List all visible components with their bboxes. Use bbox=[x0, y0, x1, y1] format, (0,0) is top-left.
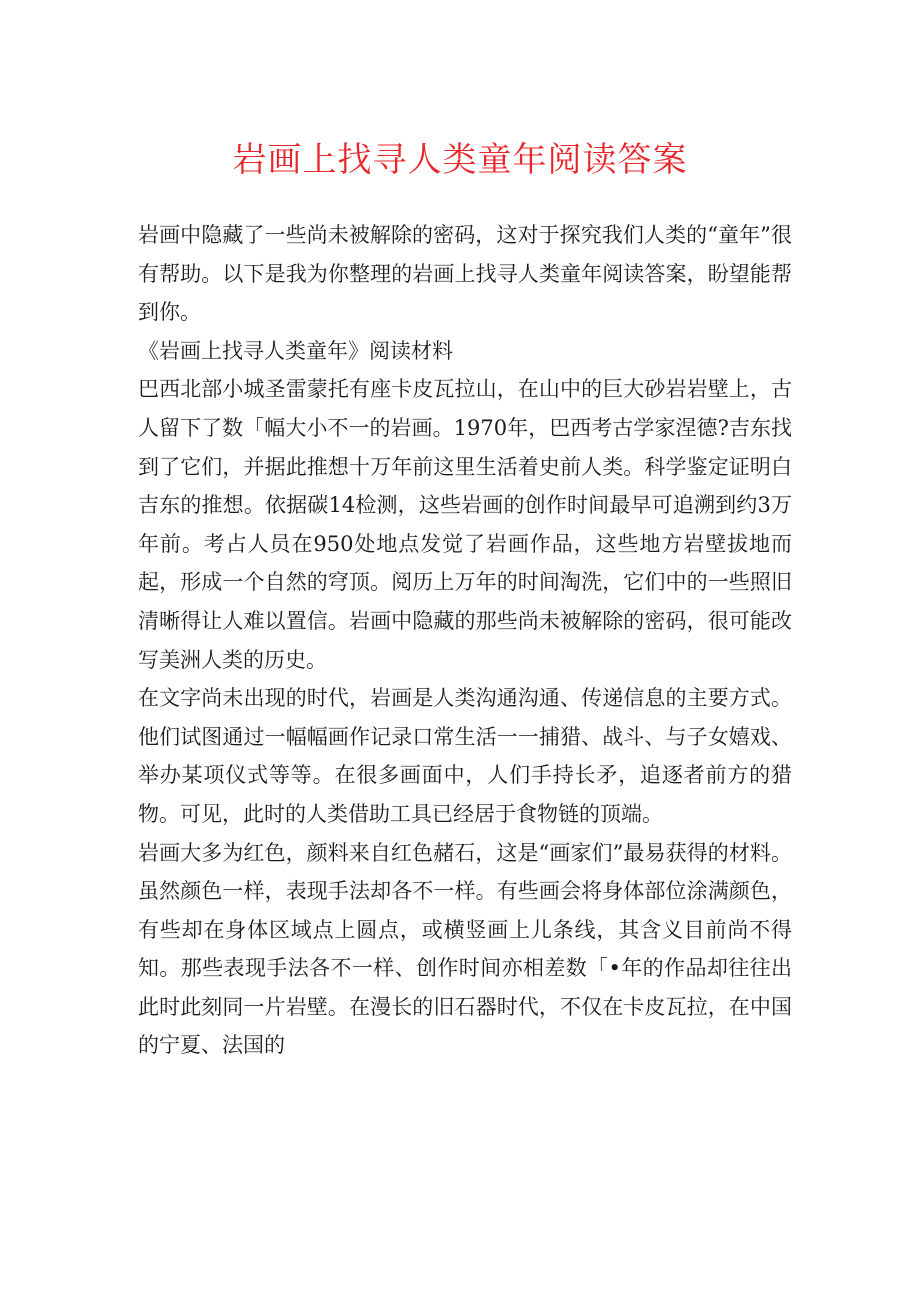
section-heading: 《岩画上找寻人类童年》阅读材料 bbox=[138, 338, 453, 363]
body-paragraph: 巴西北部小城圣雷蒙托有座卡皮瓦拉山，在山中的巨大砂岩岩壁上，古人留下了数「幅大小不一的岩画。1970年，巴西考古学家涅德?吉东找到了它们，并据此推想十万年前这里生活着史前人类。科学鉴定证明白吉东的推想。依据碳14检测，这些岩画的创作时间最早可追溯到约3万年前。考占人员在950处地点发觉了岩画作品，这些地方岩壁拔地而起，形成一个自然的穹顶。阅历上万年的时间淘洗，它们中的一些照旧清晰得让人难以置信。岩画中隐藏的那些尚未被解除的密码，很可能改写美洲人类的历史。 bbox=[138, 377, 792, 672]
body-paragraph: 在文字尚未出现的时代，岩画是人类沟通沟通、传递信息的主要方式。他们试图通过一幅幅画作记录口常生活一一捕猎、战斗、与子女嬉戏、举办某项仪式等等。在很多画面中，人们手持长矛，追逐者前方的猎物。可见，此时的人类借助工具已经居于食物链的顶端。 bbox=[138, 686, 792, 826]
intro-paragraph: 岩画中隐藏了一些尚未被解除的密码，这对于探究我们人类的“童年”很有帮助。以下是我为你整理的岩画上找寻人类童年阅读答案，盼望能帮到你。 bbox=[138, 223, 792, 325]
body-paragraph: 岩画大多为红色，颜料来自红色赭石，这是“画家们”最易获得的材料。虽然颜色一样，表现手法却各不一样。有些画会将身体部位涂满颜色，有些却在身体区域点上圆点，或横竖画上儿条线，其含义目前尚不得知。那些表现手法各不一样、创作时间亦相差数「•年的作品却往往出此时此刻同一片岩壁。在漫长的旧石器时代，不仅在卡皮瓦拉，在中国的宁夏、法国的 bbox=[138, 840, 792, 1058]
document-title: 岩画上找寻人类童年阅读答案 bbox=[232, 140, 688, 180]
document-body bbox=[138, 216, 792, 1065]
